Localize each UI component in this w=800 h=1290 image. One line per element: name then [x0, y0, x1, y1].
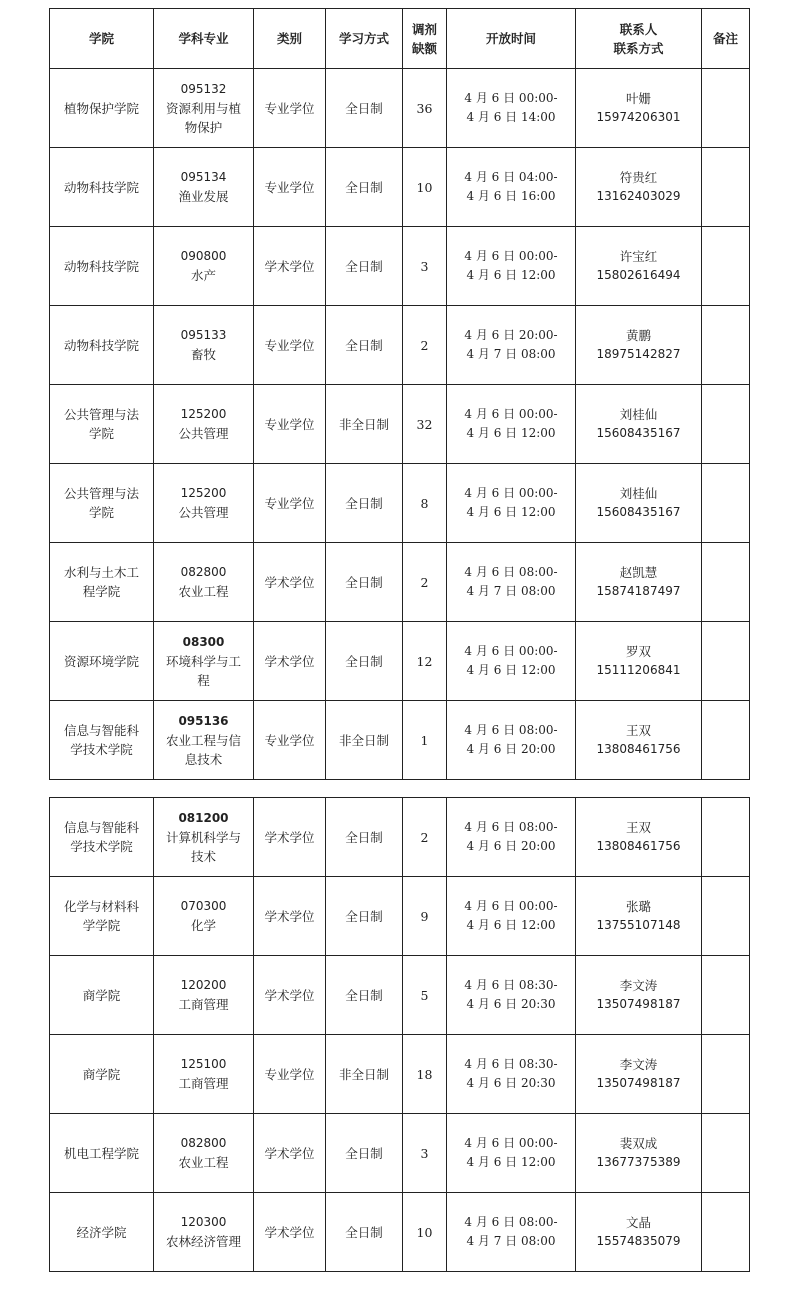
contact-name: 刘桂仙: [619, 486, 658, 501]
major-cell: [154, 798, 254, 877]
college-name: 化学与材料科: [63, 899, 139, 914]
contact-cell: [576, 464, 702, 543]
college-name: 动物科技学院: [63, 179, 139, 195]
open-time-line: 4 月 6 日 08:00-: [464, 723, 558, 737]
contact-phone: 13808461756: [596, 742, 681, 756]
open-time-line: 4 月 6 日 08:00-: [464, 820, 558, 834]
quota-cell: 18: [403, 1035, 447, 1114]
table-header-row: [50, 9, 750, 69]
college-cell: [50, 877, 154, 956]
college-name: 学技术学院: [70, 742, 133, 757]
open-time-line: 4 月 6 日 00:00-: [464, 486, 558, 500]
quota-cell: 3: [403, 1114, 447, 1193]
table-row: [50, 956, 750, 1035]
open-time-line: 4 月 6 日 00:00-: [464, 644, 558, 658]
college-cell: [50, 385, 154, 464]
college-cell: [50, 306, 154, 385]
college-name: 学院: [88, 426, 114, 441]
major-cell: [154, 306, 254, 385]
open-time-cell: [447, 701, 576, 780]
contact-phone: 13162403029: [596, 189, 681, 203]
open-time-cell: [447, 543, 576, 622]
major-code: 082800: [180, 1136, 227, 1150]
college-cell: [50, 701, 154, 780]
college-name: 植物保护学院: [63, 100, 139, 116]
major-code: 082800: [180, 565, 227, 579]
open-time-line: 4 月 6 日 00:00-: [464, 1136, 558, 1150]
major-name: 工商管理: [178, 1076, 229, 1091]
header-quota-line: 调剂: [411, 21, 437, 37]
contact-cell: [576, 798, 702, 877]
quota-cell: 10: [403, 1193, 447, 1272]
college-cell: [50, 1193, 154, 1272]
major-cell: [154, 148, 254, 227]
major-name: 渔业发展: [178, 189, 229, 204]
study-mode-cell: 非全日制: [326, 701, 403, 780]
contact-name: 赵凯慧: [619, 565, 658, 580]
table-row: [50, 877, 750, 956]
open-time-line: 4 月 6 日 12:00: [466, 918, 556, 932]
major-cell: [154, 543, 254, 622]
open-time-cell: [447, 877, 576, 956]
major-name: 息技术: [184, 751, 223, 767]
contact-name: 王双: [625, 820, 651, 835]
contact-phone: 15608435167: [596, 426, 681, 440]
contact-name: 李文涛: [619, 978, 658, 993]
remark-cell: [702, 701, 750, 780]
college-cell: [50, 622, 154, 701]
remark-cell: [702, 69, 750, 148]
college-cell: [50, 464, 154, 543]
header-study-mode: 学习方式: [326, 9, 403, 69]
contact-phone: 15608435167: [596, 505, 681, 519]
remark-cell: [702, 956, 750, 1035]
major-code: 095136: [178, 713, 229, 728]
open-time-line: 4 月 6 日 00:00-: [464, 249, 558, 263]
college-name: 水利与土木工: [63, 565, 139, 580]
contact-cell: [576, 148, 702, 227]
college-name: 动物科技学院: [63, 258, 139, 274]
major-name: 农林经济管理: [165, 1234, 241, 1249]
table-row: [50, 306, 750, 385]
remark-cell: [702, 227, 750, 306]
major-code: 08300: [182, 634, 225, 649]
open-time-line: 4 月 6 日 00:00-: [464, 91, 558, 105]
adjustment-table-part-1: [49, 8, 750, 780]
contact-cell: [576, 622, 702, 701]
contact-phone: 15974206301: [596, 110, 681, 124]
major-code: 081200: [178, 810, 229, 825]
open-time-line: 4 月 6 日 08:00-: [464, 565, 558, 579]
header-category: 类别: [254, 9, 326, 69]
open-time-line: 4 月 6 日 12:00: [466, 1155, 556, 1169]
open-time-cell: [447, 69, 576, 148]
contact-phone: 13808461756: [596, 839, 681, 853]
open-time-cell: [447, 148, 576, 227]
study-mode-cell: 全日制: [326, 543, 403, 622]
contact-name: 刘桂仙: [619, 407, 658, 422]
header-major: 学科专业: [154, 9, 254, 69]
header-remarks: 备注: [702, 9, 750, 69]
table-row: [50, 701, 750, 780]
study-mode-cell: 全日制: [326, 798, 403, 877]
table-row: [50, 1193, 750, 1272]
major-code: 090800: [180, 249, 227, 263]
major-name: 水产: [190, 268, 216, 283]
contact-cell: [576, 543, 702, 622]
open-time-line: 4 月 6 日 00:00-: [464, 899, 558, 913]
open-time-cell: [447, 1035, 576, 1114]
open-time-line: 4 月 6 日 20:30: [466, 1076, 556, 1090]
table-row: [50, 69, 750, 148]
study-mode-cell: 全日制: [326, 956, 403, 1035]
college-name: 信息与智能科: [63, 820, 139, 835]
major-cell: [154, 701, 254, 780]
remark-cell: [702, 306, 750, 385]
quota-cell: 9: [403, 877, 447, 956]
category-cell: 专业学位: [254, 69, 326, 148]
header-college: 学院: [50, 9, 154, 69]
contact-name: 叶姗: [625, 91, 651, 106]
category-cell: 学术学位: [254, 1114, 326, 1193]
header-open-time: 开放时间: [447, 9, 576, 69]
college-name: 学院: [88, 505, 114, 520]
major-name: 农业工程: [178, 584, 229, 599]
remark-cell: [702, 148, 750, 227]
remark-cell: [702, 464, 750, 543]
major-code: 125200: [180, 486, 227, 500]
header-quota: [403, 9, 447, 69]
contact-cell: [576, 701, 702, 780]
contact-phone: 15574835079: [596, 1234, 681, 1248]
open-time-line: 4 月 6 日 04:00-: [464, 170, 558, 184]
major-cell: [154, 69, 254, 148]
category-cell: 学术学位: [254, 622, 326, 701]
table-row: [50, 543, 750, 622]
quota-cell: 1: [403, 701, 447, 780]
contact-cell: [576, 1193, 702, 1272]
college-name: 公共管理与法: [63, 407, 139, 422]
major-cell: [154, 1193, 254, 1272]
quota-cell: 32: [403, 385, 447, 464]
header-contact: [576, 9, 702, 69]
college-name: 公共管理与法: [63, 486, 139, 501]
college-name: 商学院: [82, 987, 121, 1003]
college-cell: [50, 227, 154, 306]
contact-phone: 13755107148: [596, 918, 681, 932]
category-cell: 学术学位: [254, 1193, 326, 1272]
open-time-cell: [447, 1193, 576, 1272]
major-name: 畜牧: [190, 347, 216, 362]
table-row: [50, 622, 750, 701]
study-mode-cell: 全日制: [326, 1193, 403, 1272]
contact-cell: [576, 956, 702, 1035]
major-name: 工商管理: [178, 997, 229, 1012]
major-name: 程: [197, 672, 210, 688]
college-cell: [50, 148, 154, 227]
table-row: [50, 464, 750, 543]
remark-cell: [702, 385, 750, 464]
college-name: 机电工程学院: [63, 1145, 139, 1161]
study-mode-cell: 非全日制: [326, 1035, 403, 1114]
study-mode-cell: 全日制: [326, 227, 403, 306]
open-time-cell: [447, 385, 576, 464]
open-time-line: 4 月 6 日 20:00-: [464, 328, 558, 342]
quota-cell: 10: [403, 148, 447, 227]
open-time-line: 4 月 6 日 14:00: [466, 110, 556, 124]
contact-phone: 13507498187: [596, 1076, 681, 1090]
open-time-line: 4 月 6 日 08:30-: [464, 978, 558, 992]
major-name: 公共管理: [178, 426, 229, 441]
quota-cell: 36: [403, 69, 447, 148]
study-mode-cell: 全日制: [326, 622, 403, 701]
college-name: 学技术学院: [70, 839, 133, 854]
major-cell: [154, 1114, 254, 1193]
remark-cell: [702, 798, 750, 877]
contact-cell: [576, 1114, 702, 1193]
category-cell: 专业学位: [254, 306, 326, 385]
college-cell: [50, 543, 154, 622]
contact-phone: 15874187497: [596, 584, 681, 598]
open-time-cell: [447, 227, 576, 306]
quota-cell: 2: [403, 798, 447, 877]
remark-cell: [702, 543, 750, 622]
open-time-cell: [447, 798, 576, 877]
major-cell: [154, 622, 254, 701]
college-name: 商学院: [82, 1066, 121, 1082]
open-time-line: 4 月 6 日 12:00: [466, 268, 556, 282]
major-cell: [154, 227, 254, 306]
category-cell: 学术学位: [254, 798, 326, 877]
contact-name: 许宝红: [619, 249, 658, 264]
category-cell: 学术学位: [254, 227, 326, 306]
open-time-line: 4 月 6 日 08:00-: [464, 1215, 558, 1229]
contact-name: 符贵红: [619, 170, 658, 185]
quota-cell: 2: [403, 306, 447, 385]
category-cell: 学术学位: [254, 543, 326, 622]
college-cell: [50, 1035, 154, 1114]
remark-cell: [702, 1193, 750, 1272]
study-mode-cell: 全日制: [326, 306, 403, 385]
table-body: [50, 798, 750, 1272]
open-time-line: 4 月 6 日 08:30-: [464, 1057, 558, 1071]
major-name: 化学: [190, 918, 216, 933]
open-time-line: 4 月 6 日 12:00: [466, 663, 556, 677]
contact-phone: 15802616494: [596, 268, 681, 282]
contact-cell: [576, 306, 702, 385]
study-mode-cell: 全日制: [326, 877, 403, 956]
table-row: [50, 1114, 750, 1193]
header-contact-line: 联系方式: [613, 40, 664, 56]
remark-cell: [702, 622, 750, 701]
contact-phone: 13507498187: [596, 997, 681, 1011]
remark-cell: [702, 877, 750, 956]
contact-cell: [576, 69, 702, 148]
remark-cell: [702, 1114, 750, 1193]
contact-name: 王双: [625, 723, 651, 738]
open-time-cell: [447, 622, 576, 701]
category-cell: 专业学位: [254, 385, 326, 464]
major-cell: [154, 1035, 254, 1114]
contact-cell: [576, 227, 702, 306]
college-cell: [50, 956, 154, 1035]
major-code: 095133: [180, 328, 227, 342]
contact-cell: [576, 877, 702, 956]
quota-cell: 5: [403, 956, 447, 1035]
contact-name: 张璐: [625, 899, 651, 914]
major-name: 技术: [190, 848, 216, 864]
study-mode-cell: 全日制: [326, 69, 403, 148]
contact-phone: 15111206841: [596, 663, 681, 677]
major-code: 120200: [180, 978, 227, 992]
major-cell: [154, 956, 254, 1035]
category-cell: 学术学位: [254, 877, 326, 956]
table-row: [50, 798, 750, 877]
header-contact-line: 联系人: [619, 21, 658, 37]
study-mode-cell: 非全日制: [326, 385, 403, 464]
open-time-line: 4 月 6 日 12:00: [466, 505, 556, 519]
college-name: 资源环境学院: [63, 653, 139, 669]
contact-name: 黄鹏: [625, 328, 651, 343]
major-code: 120300: [180, 1215, 227, 1229]
major-cell: [154, 464, 254, 543]
major-name: 环境科学与工: [165, 653, 241, 669]
major-cell: [154, 385, 254, 464]
college-name: 经济学院: [76, 1224, 127, 1240]
major-code: 095132: [180, 81, 227, 96]
college-name: 动物科技学院: [63, 337, 139, 353]
major-code: 070300: [180, 899, 227, 913]
table-row: [50, 227, 750, 306]
major-name: 农业工程与信: [165, 732, 241, 748]
header-quota-line: 缺额: [411, 40, 437, 56]
college-cell: [50, 798, 154, 877]
study-mode-cell: 全日制: [326, 464, 403, 543]
quota-cell: 3: [403, 227, 447, 306]
quota-cell: 12: [403, 622, 447, 701]
open-time-cell: [447, 306, 576, 385]
contact-cell: [576, 385, 702, 464]
college-name: 信息与智能科: [63, 723, 139, 738]
contact-cell: [576, 1035, 702, 1114]
category-cell: 学术学位: [254, 956, 326, 1035]
table-row: [50, 385, 750, 464]
major-code: 125100: [180, 1057, 227, 1071]
major-code: 125200: [180, 407, 227, 421]
adjustment-table-part-2: [49, 797, 750, 1272]
open-time-cell: [447, 464, 576, 543]
open-time-line: 4 月 7 日 08:00: [466, 584, 556, 598]
open-time-cell: [447, 956, 576, 1035]
remark-cell: [702, 1035, 750, 1114]
contact-name: 罗双: [625, 644, 651, 659]
category-cell: 专业学位: [254, 701, 326, 780]
contact-name: 李文涛: [619, 1057, 658, 1072]
open-time-line: 4 月 6 日 20:00: [466, 839, 556, 853]
category-cell: 专业学位: [254, 148, 326, 227]
contact-phone: 13677375389: [596, 1155, 681, 1169]
table-row: [50, 148, 750, 227]
major-code: 095134: [180, 170, 227, 184]
category-cell: 专业学位: [254, 1035, 326, 1114]
table-row: [50, 1035, 750, 1114]
contact-name: 文晶: [625, 1215, 651, 1230]
major-name: 计算机科学与: [165, 829, 241, 845]
open-time-line: 4 月 6 日 20:30: [466, 997, 556, 1011]
open-time-line: 4 月 6 日 20:00: [466, 742, 556, 756]
contact-phone: 18975142827: [596, 347, 681, 361]
major-cell: [154, 877, 254, 956]
major-name: 资源利用与植: [165, 100, 241, 116]
major-name: 物保护: [184, 119, 223, 135]
quota-cell: 8: [403, 464, 447, 543]
open-time-line: 4 月 7 日 08:00: [466, 347, 556, 361]
open-time-line: 4 月 6 日 12:00: [466, 426, 556, 440]
college-name: 学学院: [82, 918, 121, 933]
college-cell: [50, 69, 154, 148]
study-mode-cell: 全日制: [326, 1114, 403, 1193]
study-mode-cell: 全日制: [326, 148, 403, 227]
table-body: [50, 69, 750, 780]
contact-name: 裴双成: [619, 1136, 658, 1151]
major-name: 农业工程: [178, 1155, 229, 1170]
open-time-cell: [447, 1114, 576, 1193]
quota-cell: 2: [403, 543, 447, 622]
college-cell: [50, 1114, 154, 1193]
open-time-line: 4 月 7 日 08:00: [466, 1234, 556, 1248]
open-time-line: 4 月 6 日 16:00: [466, 189, 556, 203]
open-time-line: 4 月 6 日 00:00-: [464, 407, 558, 421]
college-name: 程学院: [82, 584, 121, 599]
major-name: 公共管理: [178, 505, 229, 520]
category-cell: 专业学位: [254, 464, 326, 543]
